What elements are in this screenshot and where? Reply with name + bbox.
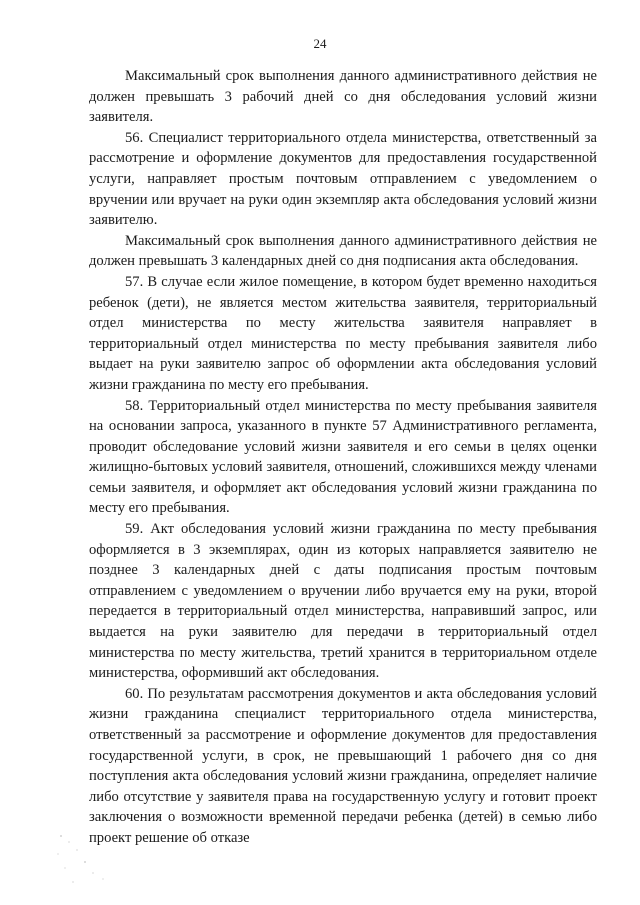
paragraph-56: 56. Специалист территориального отдела министерства, ответственный за рассмотрение и оформление документов для предоставления государственной услуги, направляет простым почтовым отправлением с уведомлением о вручении или вручает на руки один экземпляр акта обследования условий жизни заявителю. xyxy=(89,129,597,229)
paragraph-58: 58. Территориальный отдел министерства по месту пребывания заявителя на основании запроса, указанного в пункте 57 Административного регламента, проводит обследование условий жизни заявителя и его семьи в целях оценки жилищно-бытовых условий заявителя, отношений, сложившихся между членами семьи заявителя, и оформляет акт обследования условий жизни гражданина по месту его пребывания. xyxy=(89,397,597,517)
page-number: 24 xyxy=(313,36,327,51)
paragraph-59: 59. Акт обследования условий жизни гражданина по месту пребывания оформляется в 3 экземплярах, один из которых направляется заявителю не позднее 3 календарных дней с даты подписания простым почтовым отправлением с уведомлением о вручении либо вручается ему на руки, второй передается в территориальный отдел министерства, направивший запрос, или выдается на руки заявителю для передачи в территориальный отдел министерства по месту жительства, третий хранится в территориальном отделе министерства, оформивший акт обследования. xyxy=(89,521,597,682)
paragraph-max-term-1: Максимальный срок выполнения данного административного действия не должен превышать 3 рабочий дней со дня обследования условий жизни заявителя. xyxy=(89,68,597,126)
scan-specks xyxy=(55,832,155,892)
document-body xyxy=(89,66,597,849)
paragraph-60: 60. По результатам рассмотрения документов и акта обследования условий жизни гражданина специалист территориального отдела министерства, ответственный за рассмотрение и оформление документов для предоставления государственной услуги, в срок, не превышающий 1 рабочего дня со дня поступления акта обследования условий жизни гражданина, определяет наличие либо отсутствие у заявителя права на государственную услугу и готовит проект заключения о возможности временной передачи ребенка (детей) в семью либо проект решение об отказе xyxy=(89,685,597,846)
paragraph-57: 57. В случае если жилое помещение, в котором будет временно находиться ребенок (дети), не является местом жительства заявителя, территориальный отдел министерства по месту жительства заявителя направляет в территориальный отдел министерства по месту пребывания заявителя либо выдает на руки заявителю запрос об оформлении акта обследования условий жизни гражданина по месту его пребывания. xyxy=(89,273,597,393)
paragraph-max-term-2: Максимальный срок выполнения данного административного действия не должен превышать 3 календарных дней со дня подписания акта обследования. xyxy=(89,232,597,270)
